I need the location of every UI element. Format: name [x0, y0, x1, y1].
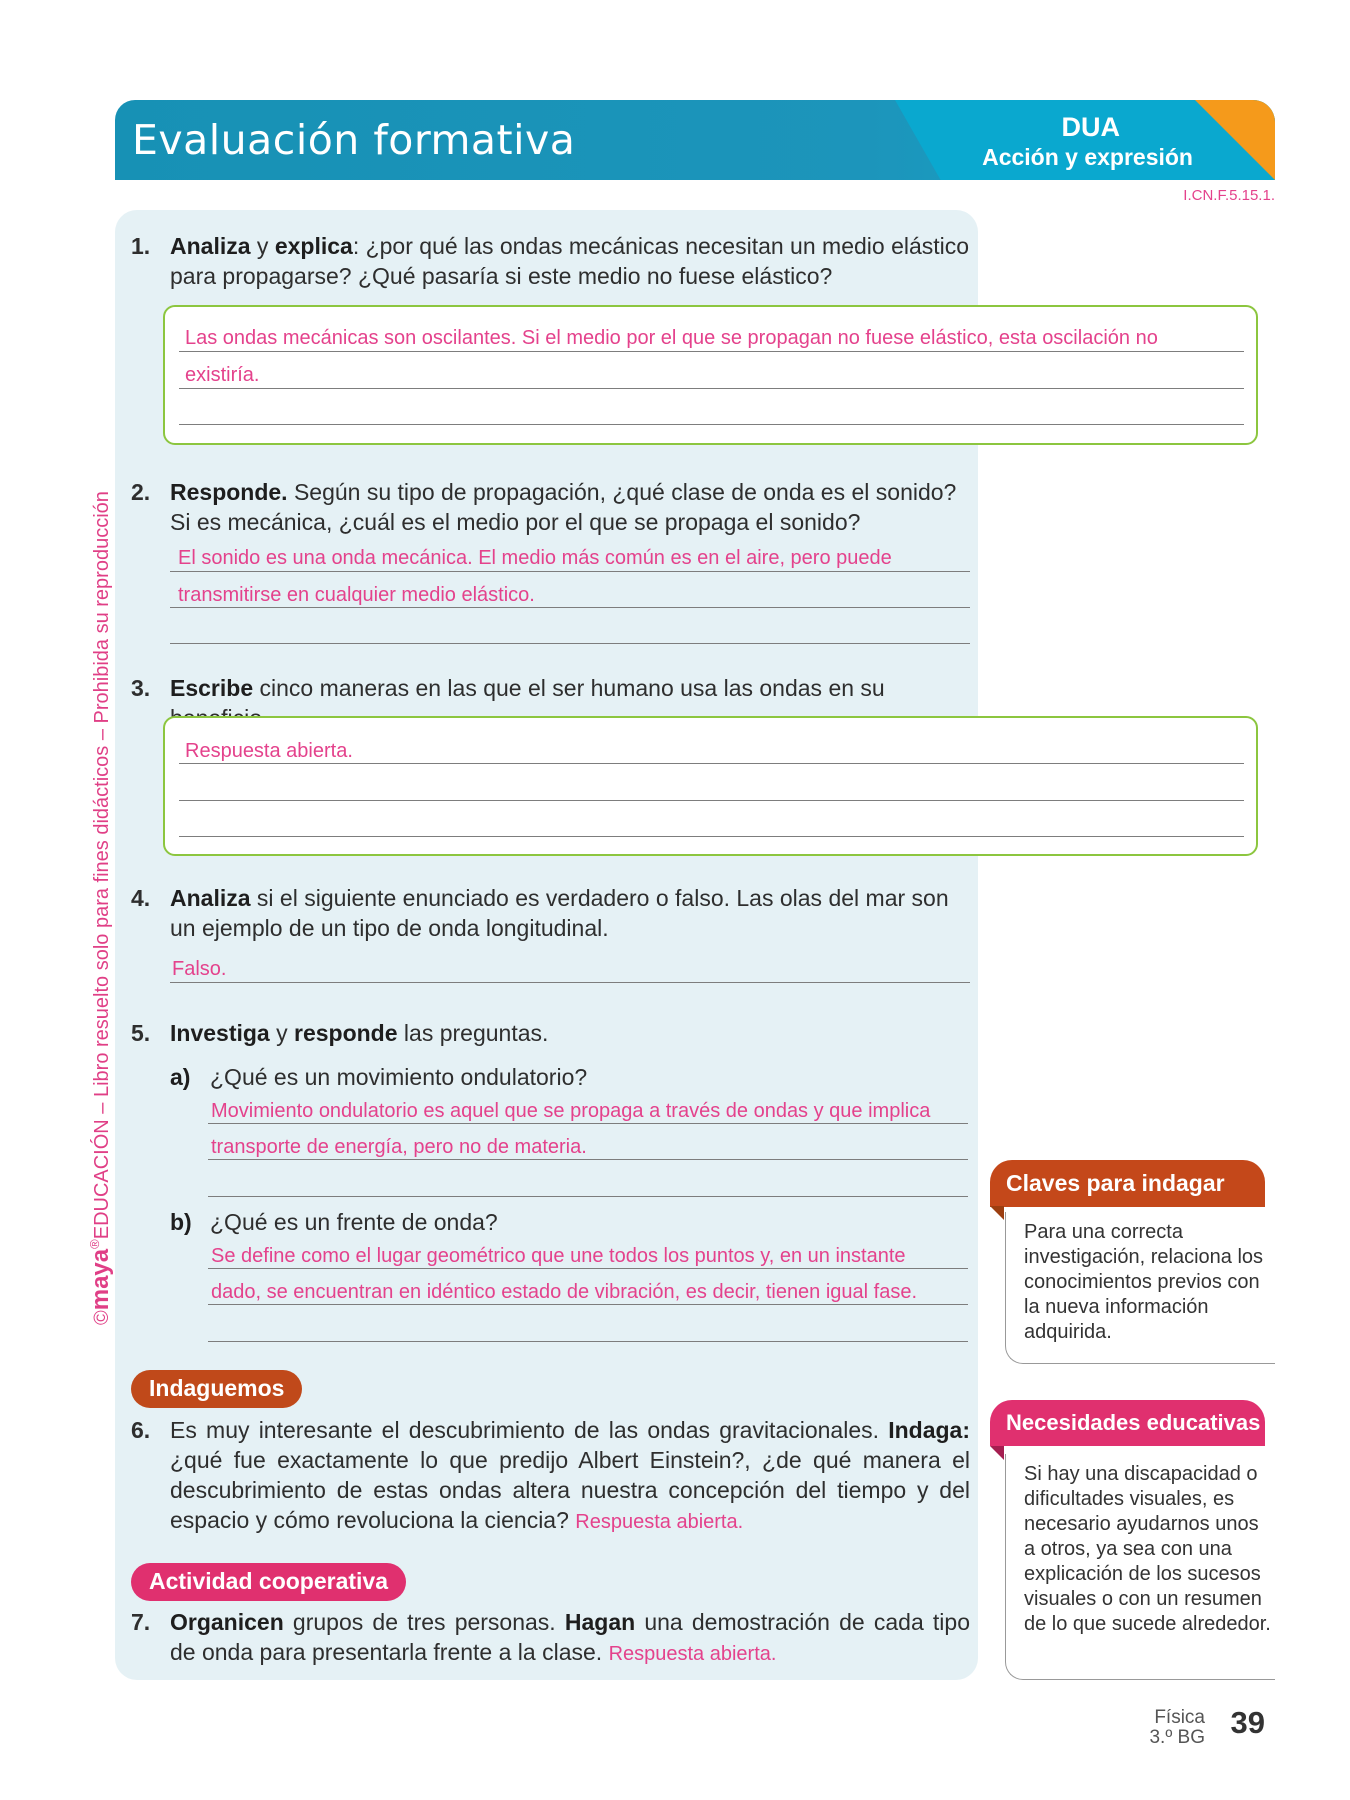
- necesidades-header: Necesidades educativas: [990, 1400, 1265, 1446]
- section-title: Evaluación formativa: [132, 116, 576, 164]
- question-number: 2.: [131, 479, 151, 505]
- question-number: 3.: [131, 675, 151, 701]
- answer-line[interactable]: [208, 1304, 968, 1305]
- question-7: [131, 1607, 970, 1669]
- question-verb: explica: [274, 233, 353, 259]
- answer-line[interactable]: [208, 1341, 968, 1342]
- answer-line: [179, 836, 1244, 837]
- question-verb: Investiga: [170, 1020, 270, 1046]
- indaguemos-tag: Indaguemos: [131, 1370, 302, 1408]
- header-fold: [990, 1446, 1004, 1460]
- dua-label: DUA: [1061, 112, 1120, 142]
- brand-logo-text: maya: [87, 1248, 114, 1311]
- answer-line[interactable]: [208, 1196, 968, 1197]
- subquestion-text: ¿Qué es un movimiento ondulatorio?: [210, 1064, 588, 1090]
- question-text: y: [250, 233, 275, 259]
- cooperative-activity-tag: Actividad cooperativa: [131, 1563, 406, 1601]
- question-text: una demostración de cada tipo de onda para presentarla frente a la clase.: [170, 1609, 970, 1665]
- answer-line[interactable]: [208, 1268, 968, 1269]
- answer-line: [179, 351, 1244, 352]
- copyright-notice: EDUCACIÓN – Libro resuelto solo para fines didácticos – Prohibida su reproducción: [91, 491, 113, 1240]
- answer-text: transmitirse en cualquier medio elástico.: [178, 584, 535, 606]
- answer-text: Las ondas mecánicas son oscilantes. Si el medio por el que se propagan no fuese elástico, esta oscilación no: [185, 327, 1158, 349]
- answer-line: [179, 763, 1244, 764]
- corner-accent: [1195, 100, 1275, 180]
- answer-text: Respuesta abierta.: [185, 740, 353, 762]
- question-text: Es muy interesante el descubrimiento de las ondas gravitacionales.: [170, 1417, 889, 1443]
- question-text: cinco maneras en las que el ser humano usa las ondas en su: [259, 675, 885, 701]
- question-verb: Organicen: [170, 1609, 284, 1635]
- answer-box-3[interactable]: [163, 716, 1258, 856]
- answer-text: existiría.: [185, 364, 260, 386]
- answer-text: Falso.: [172, 958, 227, 980]
- question-verb: Analiza: [170, 885, 251, 911]
- question-text: y: [269, 1020, 294, 1046]
- subject-name: Física: [1154, 1707, 1205, 1728]
- question-text: : ¿por qué las ondas mecánicas necesitan un medio elástico para propagarse? ¿Qué pasaría si este medio no fuese elástico?: [170, 233, 970, 289]
- question-6: [131, 1415, 970, 1537]
- copyright-side-text: [87, 491, 115, 1325]
- answer-box-1[interactable]: [163, 305, 1258, 445]
- answer-text: dado, se encuentran en idéntico estado de vibración, es decir, tienen igual fase.: [211, 1281, 918, 1303]
- question-text: si el siguiente enunciado es verdadero o falso. Las olas del mar son un ejemplo de un tipo de onda longitudinal.: [170, 885, 949, 941]
- grade-label: 3.º BG: [1149, 1727, 1205, 1748]
- answer-text: transporte de energía, pero no de materia.: [211, 1136, 587, 1158]
- subquestion-text: ¿Qué es un frente de onda?: [210, 1209, 498, 1235]
- page-number: 39: [1230, 1705, 1265, 1740]
- section-header: [115, 100, 1275, 180]
- question-verb: Responde.: [170, 479, 288, 505]
- question-number: 6.: [131, 1417, 151, 1443]
- question-number: 1.: [131, 233, 151, 259]
- answer-line[interactable]: [208, 1159, 968, 1160]
- subquestion-label: b): [170, 1209, 192, 1235]
- answer-text: Respuesta abierta.: [608, 1643, 777, 1665]
- curriculum-code: I.CN.F.5.15.1.: [1183, 187, 1275, 204]
- question-verb: Escribe: [170, 675, 254, 701]
- question-verb: Hagan: [564, 1609, 636, 1635]
- answer-line[interactable]: [208, 1123, 968, 1124]
- answer-line[interactable]: [170, 607, 970, 608]
- question-5: [131, 1018, 970, 1048]
- header-fold: [990, 1206, 1004, 1220]
- answer-text: Respuesta abierta.: [575, 1511, 744, 1533]
- registered-symbol: ®: [87, 1239, 102, 1249]
- question-1: [131, 231, 970, 291]
- question-2: [131, 477, 970, 537]
- subquestion-label: a): [170, 1064, 191, 1090]
- answer-text: El sonido es una onda mecánica. El medio más común es en el aire, pero puede: [178, 547, 892, 569]
- answer-line[interactable]: [170, 982, 970, 983]
- claves-header: Claves para indagar: [990, 1160, 1265, 1207]
- question-number: 7.: [131, 1609, 151, 1635]
- question-text: ¿qué fue exactamente lo que predijo Albert Einstein?, ¿de qué manera el descubrimiento de estas ondas altera nuestra concepción del tiempo y del espacio y cómo revoluciona la ciencia?: [170, 1447, 970, 1533]
- question-4: [131, 883, 970, 943]
- answer-line[interactable]: [170, 571, 970, 572]
- necesidades-body: Si hay una discapacidad o dificultades visuales, es necesario ayudarnos unos a otros, ya sea con una explicación de los sucesos visuales o con un resumen de lo que sucede alrededor.: [1005, 1454, 1275, 1680]
- question-verb: Analiza: [170, 233, 251, 259]
- question-text: grupos de tres personas.: [283, 1609, 565, 1635]
- question-verb: responde: [294, 1020, 398, 1046]
- footer-subject: [1149, 1708, 1205, 1748]
- subquestion-b: [170, 1207, 970, 1237]
- question-text: Según su tipo de propagación, ¿qué clase de onda es el sonido? Si es mecánica, ¿cuál es el medio por el que se propaga el sonido?: [170, 479, 957, 535]
- question-verb: Indaga:: [888, 1417, 970, 1443]
- question-text: las preguntas.: [397, 1020, 549, 1046]
- answer-line: [179, 388, 1244, 389]
- dua-subtitle: Acción y expresión: [982, 144, 1193, 170]
- answer-line: [179, 424, 1244, 425]
- subquestion-a: [170, 1062, 970, 1092]
- copyright-symbol: ©: [91, 1310, 113, 1325]
- question-number: 5.: [131, 1020, 151, 1046]
- answer-text: Movimiento ondulatorio es aquel que se propaga a través de ondas y que implica: [211, 1100, 931, 1122]
- answer-line[interactable]: [170, 643, 970, 644]
- answer-text: Se define como el lugar geométrico que une todos los puntos y, en un instante: [211, 1245, 906, 1267]
- claves-body: Para una correcta investigación, relaciona los conocimientos previos con la nueva información adquirida.: [1005, 1212, 1275, 1364]
- question-number: 4.: [131, 885, 151, 911]
- answer-line: [179, 800, 1244, 801]
